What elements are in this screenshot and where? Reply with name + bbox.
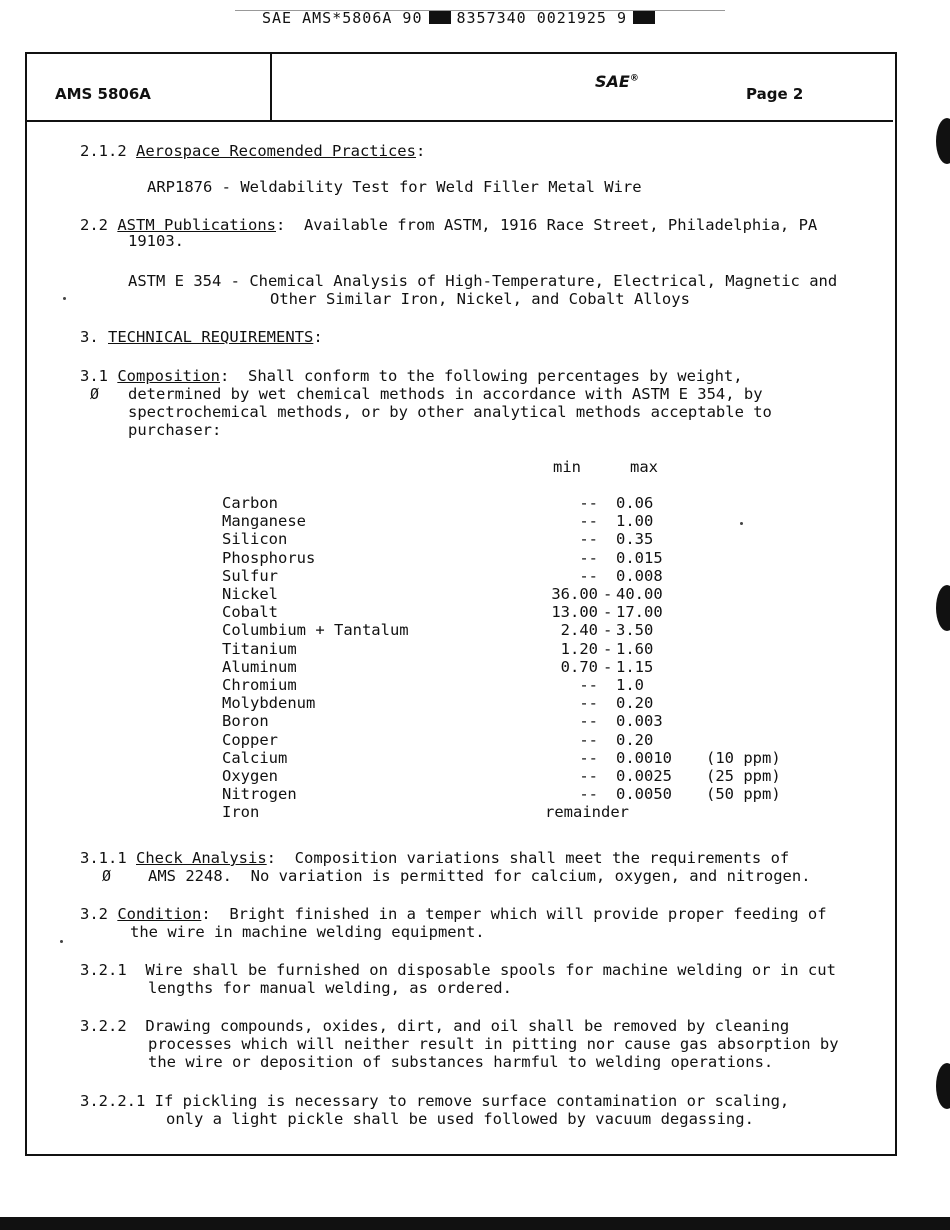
max-value: 1.0: [616, 676, 644, 694]
section-number: 3.2.2.1: [80, 1092, 146, 1110]
min-value: --: [579, 785, 598, 803]
scan-header-text-a: SAE AMS*5806A 90: [262, 9, 423, 27]
section-3: [80, 328, 323, 346]
section-2-2: [80, 216, 817, 234]
element-name: Copper: [222, 731, 278, 749]
min-value: 36.00: [551, 585, 598, 603]
doc-id: AMS 5806A: [55, 85, 151, 103]
section-number: 3.2.2: [80, 1017, 127, 1035]
section-2-1-2: [80, 142, 425, 160]
element-name: Calcium: [222, 749, 288, 767]
element-name: Oxygen: [222, 767, 278, 785]
section-text: Wire shall be furnished on disposable spools for machine welding or in cut: [145, 961, 836, 979]
registered-icon: ®: [629, 73, 639, 84]
max-value: 0.35: [616, 530, 654, 548]
element-name: Phosphorus: [222, 549, 316, 567]
min-value: 13.00: [551, 603, 598, 621]
element-name: Boron: [222, 712, 269, 730]
min-value: remainder: [545, 803, 629, 821]
section-text: lengths for manual welding, as ordered.: [148, 979, 512, 997]
section-text: : Available from ASTM, 1916 Race Street, Philadelphia, PA: [275, 216, 818, 234]
column-header-min: min: [553, 458, 581, 476]
max-value: 0.015: [616, 549, 663, 567]
min-value: --: [579, 567, 598, 585]
min-value: --: [579, 731, 598, 749]
min-value: --: [579, 549, 598, 567]
column-header-max: max: [630, 458, 658, 476]
section-text: 19103.: [128, 232, 184, 250]
max-value: 1.15: [616, 658, 654, 676]
section-number: 3.1: [80, 367, 108, 385]
binder-hole: [936, 585, 950, 631]
max-value: 0.20: [616, 694, 654, 712]
element-name: Manganese: [222, 512, 306, 530]
element-name: Titanium: [222, 640, 297, 658]
ppm-note: (10 ppm): [706, 749, 781, 767]
section-number: 2.2: [80, 216, 108, 234]
element-name: Cobalt: [222, 603, 278, 621]
section-text: If pickling is necessary to remove surface contamination or scaling,: [154, 1092, 790, 1110]
range-dash: -: [603, 658, 613, 676]
element-name: Nitrogen: [222, 785, 297, 803]
ppm-note: (25 ppm): [706, 767, 781, 785]
max-value: 0.06: [616, 494, 654, 512]
astm-reference-line2: Other Similar Iron, Nickel, and Cobalt Alloys: [270, 290, 690, 308]
min-value: --: [579, 676, 598, 694]
max-value: 40.00: [616, 585, 663, 603]
section-text: purchaser:: [128, 421, 222, 439]
section-title: TECHNICAL REQUIREMENTS: [108, 328, 314, 346]
section-text: the wire or deposition of substances harmful to welding operations.: [148, 1053, 774, 1071]
min-value: 1.20: [560, 640, 598, 658]
section-title: Composition: [117, 367, 220, 385]
section-number: 2.1.2: [80, 142, 127, 160]
section-title: Check Analysis: [136, 849, 267, 867]
min-value: --: [579, 530, 598, 548]
change-mark: Ø: [102, 867, 112, 885]
element-name: Silicon: [222, 530, 288, 548]
max-value: 3.50: [616, 621, 654, 639]
range-dash: -: [603, 603, 613, 621]
scan-header-text-b: 8357340 0021925 9: [456, 9, 628, 27]
range-dash: -: [603, 640, 613, 658]
max-value: 0.003: [616, 712, 663, 730]
section-3-1-1: [80, 849, 789, 867]
element-name: Chromium: [222, 676, 297, 694]
element-name: Nickel: [222, 585, 278, 603]
section-text: the wire in machine welding equipment.: [130, 923, 485, 941]
min-value: 0.70: [560, 658, 598, 676]
max-value: 17.00: [616, 603, 663, 621]
section-number: 3.: [80, 328, 99, 346]
range-dash: -: [603, 585, 613, 603]
max-value: 0.20: [616, 731, 654, 749]
element-name: Carbon: [222, 494, 278, 512]
min-value: --: [579, 712, 598, 730]
ppm-note: (50 ppm): [706, 785, 781, 803]
section-3-2-2-1: [80, 1092, 789, 1110]
black-block: [429, 11, 451, 24]
section-colon: :: [313, 328, 323, 346]
max-value: 0.008: [616, 567, 663, 585]
binder-hole: [936, 1063, 950, 1109]
section-text: Drawing compounds, oxides, dirt, and oil shall be removed by cleaning: [145, 1017, 790, 1035]
scan-bottom-edge: [0, 1217, 950, 1230]
min-value: --: [579, 749, 598, 767]
astm-reference-line1: ASTM E 354 - Chemical Analysis of High-Temperature, Electrical, Magnetic and: [128, 272, 838, 290]
max-value: 1.60: [616, 640, 654, 658]
min-value: --: [579, 694, 598, 712]
speck: [63, 297, 66, 300]
max-value: 0.0010: [616, 749, 672, 767]
section-text: only a light pickle shall be used followed by vacuum degassing.: [166, 1110, 754, 1128]
section-text: spectrochemical methods, or by other analytical methods acceptable to: [128, 403, 772, 421]
element-name: Aluminum: [222, 658, 297, 676]
black-block: [633, 11, 655, 24]
section-colon: :: [415, 142, 426, 160]
max-value: 1.00: [616, 512, 654, 530]
min-value: --: [579, 512, 598, 530]
section-text: : Bright finished in a temper which will provide proper feeding of: [201, 905, 827, 923]
arp-reference: ARP1876 - Weldability Test for Weld Filler Metal Wire: [147, 178, 642, 196]
binder-hole: [936, 118, 950, 164]
element-name: Molybdenum: [222, 694, 316, 712]
change-mark: Ø: [90, 385, 100, 403]
section-number: 3.1.1: [80, 849, 127, 867]
element-name: Sulfur: [222, 567, 278, 585]
section-text: determined by wet chemical methods in accordance with ASTM E 354, by: [128, 385, 763, 403]
section-title: Aerospace Recomended Practices: [136, 142, 416, 160]
section-3-1: [80, 367, 743, 385]
section-number: 3.2: [80, 905, 108, 923]
min-value: 2.40: [560, 621, 598, 639]
section-text: processes which will neither result in pitting nor cause gas absorption by: [148, 1035, 839, 1053]
section-3-2-1: [80, 961, 836, 979]
element-name: Iron: [222, 803, 260, 821]
max-value: 0.0025: [616, 767, 672, 785]
page-number: Page 2: [746, 85, 804, 103]
section-3-2: [80, 905, 827, 923]
scan-header: [262, 9, 661, 27]
min-value: --: [579, 494, 598, 512]
section-title: ASTM Publications: [117, 216, 276, 234]
section-text: : Shall conform to the following percentages by weight,: [220, 367, 743, 385]
speck: [60, 940, 63, 943]
header-divider: [270, 52, 272, 120]
element-name: Columbium + Tantalum: [222, 621, 409, 639]
min-value: --: [579, 767, 598, 785]
speck: [740, 522, 743, 525]
section-text: : Composition variations shall meet the requirements of: [266, 849, 790, 867]
section-title: Condition: [117, 905, 202, 923]
range-dash: -: [603, 621, 613, 639]
section-number: 3.2.1: [80, 961, 127, 979]
sae-logo: [595, 72, 639, 91]
sae-logo-text: SAE: [595, 72, 630, 91]
section-text: AMS 2248. No variation is permitted for calcium, oxygen, and nitrogen.: [148, 867, 811, 885]
max-value: 0.0050: [616, 785, 672, 803]
section-3-2-2: [80, 1017, 789, 1035]
